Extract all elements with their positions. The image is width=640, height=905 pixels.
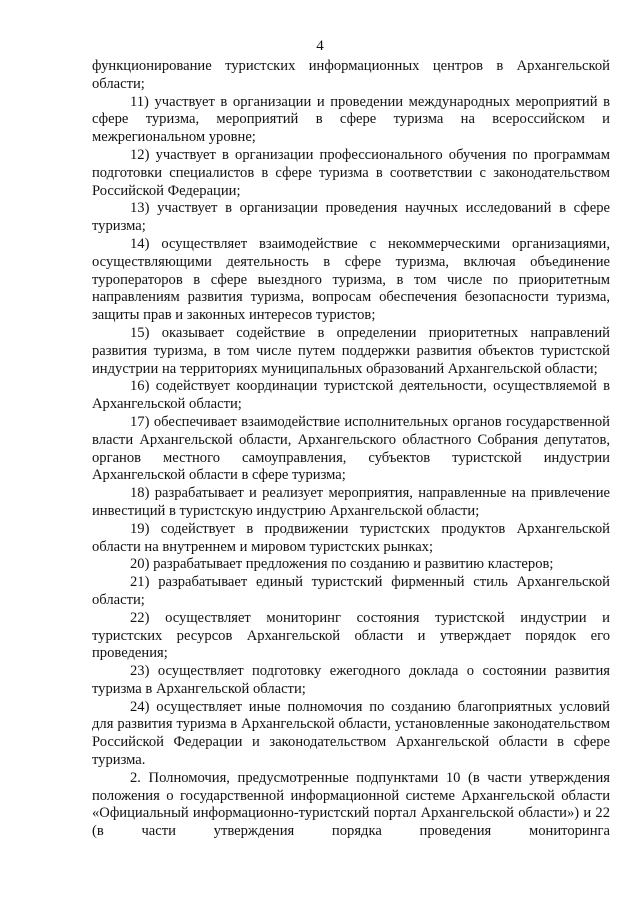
paragraph: 18) разрабатывает и реализует мероприятия, направленные на привлечение инвестиций в туристскую индустрию Архангельской области; (92, 485, 610, 519)
paragraph: 19) содействует в продвижении туристских продуктов Архангельской области на внутреннем и мировом туристских рынках; (92, 520, 610, 555)
paragraph: 22) осуществляет мониторинг состояния туристской индустрии и туристских ресурсов Архангельской области и утверждает порядок его проведения; (92, 609, 610, 662)
paragraph: функционирование туристских информационных центров в Архангельской области; (92, 58, 610, 92)
paragraph: 17) обеспечивает взаимодействие исполнительных органов государственной власти Архангельской области, Архангельского областного Собрания депутатов, органов местного самоуправления, субъектов туристской индустрии Архангельской области в сфере туризма; (92, 413, 610, 484)
paragraph: 15) оказывает содействие в определении приоритетных направлений развития туризма, в том числе путем поддержки развития объектов туристской индустрии на территориях муниципальных образований Архангельской области; (92, 324, 610, 377)
paragraph: 14) осуществляет взаимодействие с некоммерческими организациями, осуществляющими деятельность в сфере туризма, включая объединение туроператоров в сфере выездного туризма, в том числе по приоритетным направлениям развития туризма, вопросам обеспечения безопасности туризма, защиты прав и законных интересов туристов; (92, 235, 610, 324)
paragraph: 13) участвует в организации проведения научных исследований в сфере туризма; (92, 200, 610, 235)
paragraph: 12) участвует в организации профессионального обучения по программам подготовки специалистов в сфере туризма в соответствии с законодательством Российской Федерации; (92, 146, 610, 199)
paragraph: 2. Полномочия, предусмотренные подпунктами 10 (в части утверждения положения о государственной информационной системе Архангельской области «Официальный информационно-туристский портал Архангельской области») и 22 (в части утверждения порядка проведения мониторинга (92, 769, 610, 840)
document-body (92, 58, 610, 841)
paragraph: 16) содействует координации туристской деятельности, осуществляемой в Архангельской области; (92, 378, 610, 413)
paragraph: 24) осуществляет иные полномочия по созданию благоприятных условий для развития туризма в Архангельской области, установленные законодательством Российской Федерации и законодательством Архангельской области в сфере туризма. (92, 698, 610, 769)
paragraph: 20) разрабатывает предложения по созданию и развитию кластеров; (130, 556, 554, 573)
paragraph: 11) участвует в организации и проведении международных мероприятий в сфере туризма, мероприятий в сфере туризма на всероссийском и межрегиональном уровне; (92, 93, 610, 146)
page-number: 4 (316, 38, 324, 54)
paragraph: 23) осуществляет подготовку ежегодного доклада о состоянии развития туризма в Архангельской области; (92, 663, 610, 697)
paragraph: 21) разрабатывает единый туристский фирменный стиль Архангельской области; (92, 574, 610, 608)
